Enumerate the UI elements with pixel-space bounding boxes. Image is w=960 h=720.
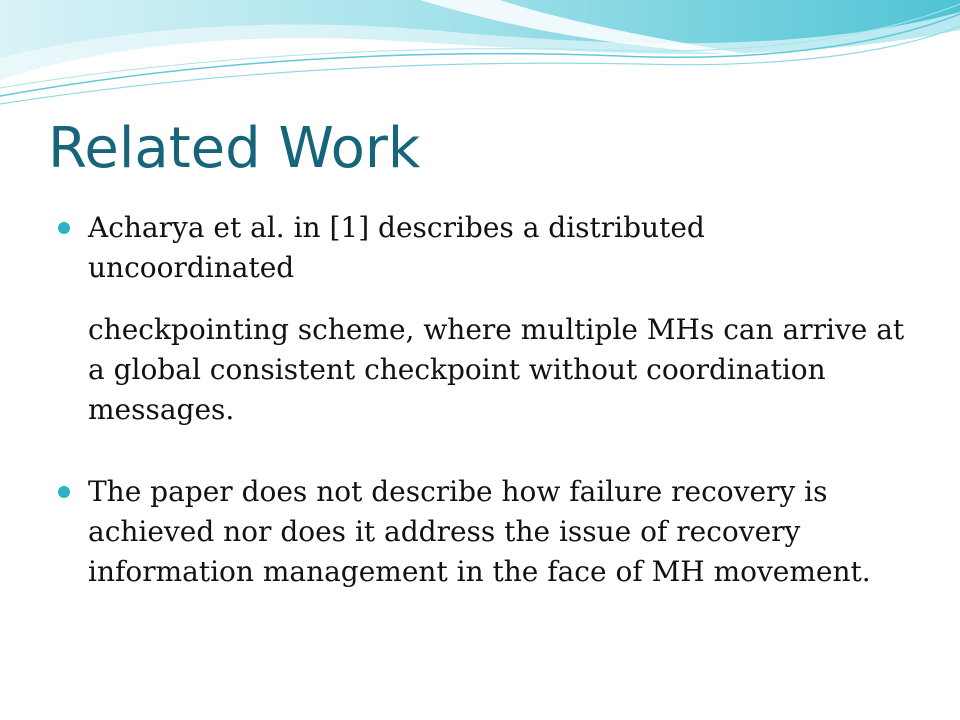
bullet-dot-icon	[58, 222, 70, 234]
bullet-dot-icon	[58, 486, 70, 498]
bullet-item	[58, 472, 918, 592]
bullet-list	[58, 208, 918, 592]
bullet-continuation-text: checkpointing scheme, where multiple MHs can arrive at a global consistent checkpoint without coordination messages.	[88, 313, 905, 426]
bullet-item	[58, 208, 918, 430]
slide-title: Related Work	[48, 116, 421, 181]
bullet-text: The paper does not describe how failure recovery is achieved nor does it address the issue of recovery information management in the face of MH movement.	[88, 475, 871, 588]
header-wave-decoration	[0, 0, 960, 110]
bullet-text: Acharya et al. in [1] describes a distributed uncoordinated	[88, 211, 705, 284]
